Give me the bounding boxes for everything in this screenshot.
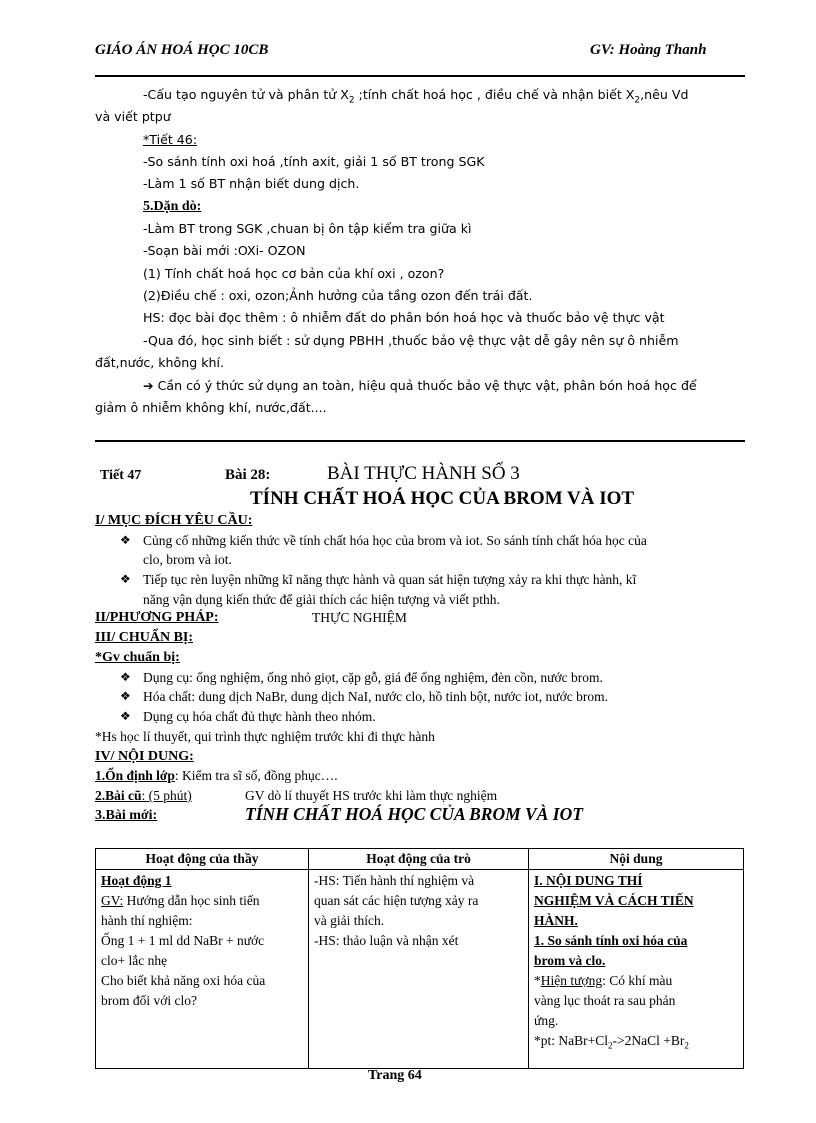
lesson-number: Tiết 47 <box>100 468 142 483</box>
dando-item: -Làm BT trong SGK ,chuan bị ôn tập kiểm tra giữa kì <box>143 221 472 236</box>
objective-line: năng vận dụng kiến thức để giải thích các hiện tượng và viết pthh. <box>143 592 500 607</box>
teacher-line: clo+ lắc nhẹ <box>101 953 168 968</box>
dando-item: -Soạn bài mới :OXi- OZON <box>143 243 306 258</box>
intro-line-2: và viết ptpư <box>95 109 171 124</box>
lesson-title: BÀI THỰC HÀNH SỐ 3 <box>327 463 520 484</box>
prep-item: Dụng cụ hóa chất đủ thực hành theo nhóm. <box>143 709 376 724</box>
objective-line: clo, brom và iot. <box>143 552 232 567</box>
tiet46-item: -Làm 1 số BT nhận biết dung dịch. <box>143 176 360 191</box>
objective-line: Tiếp tục rèn luyện những kĩ năng thực hành và quan sát hiện tượng xảy ra khi thực hành, kĩ <box>143 572 637 587</box>
header-rule <box>95 75 745 77</box>
dando-item: (1) Tính chất hoá học cơ bản của khí oxi , ozon? <box>143 266 445 281</box>
section-2-value: THỰC NGHIỆM <box>312 610 407 625</box>
step-2-text: GV dò lí thuyết HS trước khi làm thực nghiệm <box>245 788 498 803</box>
content-heading: I. NỘI DUNG THÍ <box>534 873 643 888</box>
dando-heading: 5.Dặn dò: <box>143 199 202 214</box>
content-cell <box>529 870 744 1069</box>
student-line: và giải thích. <box>314 913 385 928</box>
header-author: GV: Hoàng Thanh <box>590 42 707 58</box>
step-2: 2.Bài cũ: (5 phút) <box>95 788 192 803</box>
dando-item: -Qua đó, học sinh biết : sử dụng PBHH ,thuốc bảo vệ thực vật dễ gây nên sự ô nhiễm <box>143 333 679 348</box>
section-1-heading: I/ MỤC ĐÍCH YÊU CẦU: <box>95 513 253 528</box>
objective-line: Củng cố những kiến thức về tính chất hóa học của brom và iot. So sánh tính chất hóa học của <box>143 533 647 548</box>
section-2-heading: II/PHƯƠNG PHÁP: <box>95 610 219 625</box>
table-header-cell: Nội dung <box>529 849 744 870</box>
bullet-icon: ❖ <box>120 670 131 684</box>
conclusion-line-1: ➔ Cần có ý thức sử dụng an toàn, hiệu quả thuốc bảo vệ thực vật, phân bón hoá học để <box>143 378 697 393</box>
step-3-label: 3.Bài mới: <box>95 808 158 823</box>
prep-item: Hóa chất: dung dịch NaBr, dung dịch NaI, nước clo, hồ tinh bột, nước iot, nước brom. <box>143 689 608 704</box>
table-header-row <box>96 849 744 870</box>
content-subheading: brom và clo. <box>534 953 606 968</box>
teacher-line: GV: Hướng dẫn học sinh tiến <box>101 893 260 908</box>
step-1: 1.Ổn định lớp: Kiểm tra sĩ số, đồng phục…. <box>95 768 338 783</box>
phenomenon-line: ứng. <box>534 1013 559 1028</box>
dando-item: đất,nước, không khí. <box>95 355 224 370</box>
page-number: Trang 64 <box>368 1068 422 1083</box>
content-heading: HÀNH. <box>534 913 578 928</box>
teacher-line: Ống 1 + 1 ml dd NaBr + nước <box>101 933 265 948</box>
conclusion-line-2: giảm ô nhiễm không khí, nước,đất.... <box>95 400 327 415</box>
lesson-subtitle: TÍNH CHẤT HOÁ HỌC CỦA BROM VÀ IOT <box>250 488 635 509</box>
section-divider <box>95 440 745 442</box>
lesson-bai: Bài 28: <box>225 467 271 483</box>
bullet-icon: ❖ <box>120 533 131 547</box>
activity-table <box>95 848 744 1069</box>
teacher-activity-cell <box>96 870 309 1069</box>
hs-prep-line: *Hs học lí thuyết, qui trình thực nghiệm trước khi đi thực hành <box>95 729 435 744</box>
header-title: GIÁO ÁN HOÁ HỌC 10CB <box>95 42 269 58</box>
intro-line-1: -Cấu tạo nguyên tử và phân tử $X_2$ ;tính chất hoá học , điều chế và nhận biết $X_2,nêu$ Vd <box>143 87 689 106</box>
section-3-heading: III/ CHUẨN BỊ: <box>95 630 194 645</box>
content-subheading: 1. So sánh tính oxi hóa của <box>534 933 688 948</box>
tiet46-item: -So sánh tính oxi hoá ,tính axit, giải 1 số BT trong SGK <box>143 154 485 169</box>
step-3-title: TÍNH CHẤT HOÁ HỌC CỦA BROM VÀ IOT <box>245 804 583 824</box>
equation-line: *pt: $NaBr+Cl_2->2NaCl +Br_2$ <box>534 1033 689 1051</box>
gv-prep-heading: *Gv chuẩn bị: <box>95 650 180 665</box>
table-row <box>96 870 744 1069</box>
phenomenon-line: *Hiện tượng: Có khí màu <box>534 973 673 988</box>
student-line: -HS: Tiến hành thí nghiệm và <box>314 873 475 888</box>
section-4-heading: IV/ NỘI DUNG: <box>95 749 194 764</box>
prep-item: Dụng cụ: ống nghiệm, ống nhỏ giọt, cặp gỗ, giá để ống nghiệm, đèn cồn, nước brom. <box>143 670 603 685</box>
phenomenon-line: vàng lục thoát ra sau phản <box>534 993 676 1008</box>
arrow-right-icon: ➔ <box>143 378 154 393</box>
dando-item: HS: đọc bài đọc thêm : ô nhiễm đất do phân bón hoá học và thuốc bảo vệ thực vật <box>143 310 665 325</box>
table-header-cell: Hoạt động của thầy <box>96 849 309 870</box>
content-heading: NGHIỆM VÀ CÁCH TIẾN <box>534 893 694 908</box>
table-header-cell: Hoạt động của trò <box>309 849 529 870</box>
student-activity-cell <box>309 870 529 1069</box>
teacher-line: hành thí nghiệm: <box>101 913 193 928</box>
student-line: quan sát các hiện tượng xảy ra <box>314 893 479 908</box>
bullet-icon: ❖ <box>120 572 131 586</box>
teacher-line: brom đối với clo? <box>101 993 197 1008</box>
teacher-line: Cho biết khả năng oxi hóa của <box>101 973 266 988</box>
bullet-icon: ❖ <box>120 709 131 723</box>
activity-heading: Hoạt động 1 <box>101 873 172 888</box>
student-line: -HS: thảo luận và nhận xét <box>314 933 459 948</box>
tiet46-label: *Tiết 46: <box>143 132 198 147</box>
bullet-icon: ❖ <box>120 689 131 703</box>
dando-item: (2)Điều chế : oxi, ozon;Ảnh hưởng của tầng ozon đến trái đất. <box>143 288 533 303</box>
